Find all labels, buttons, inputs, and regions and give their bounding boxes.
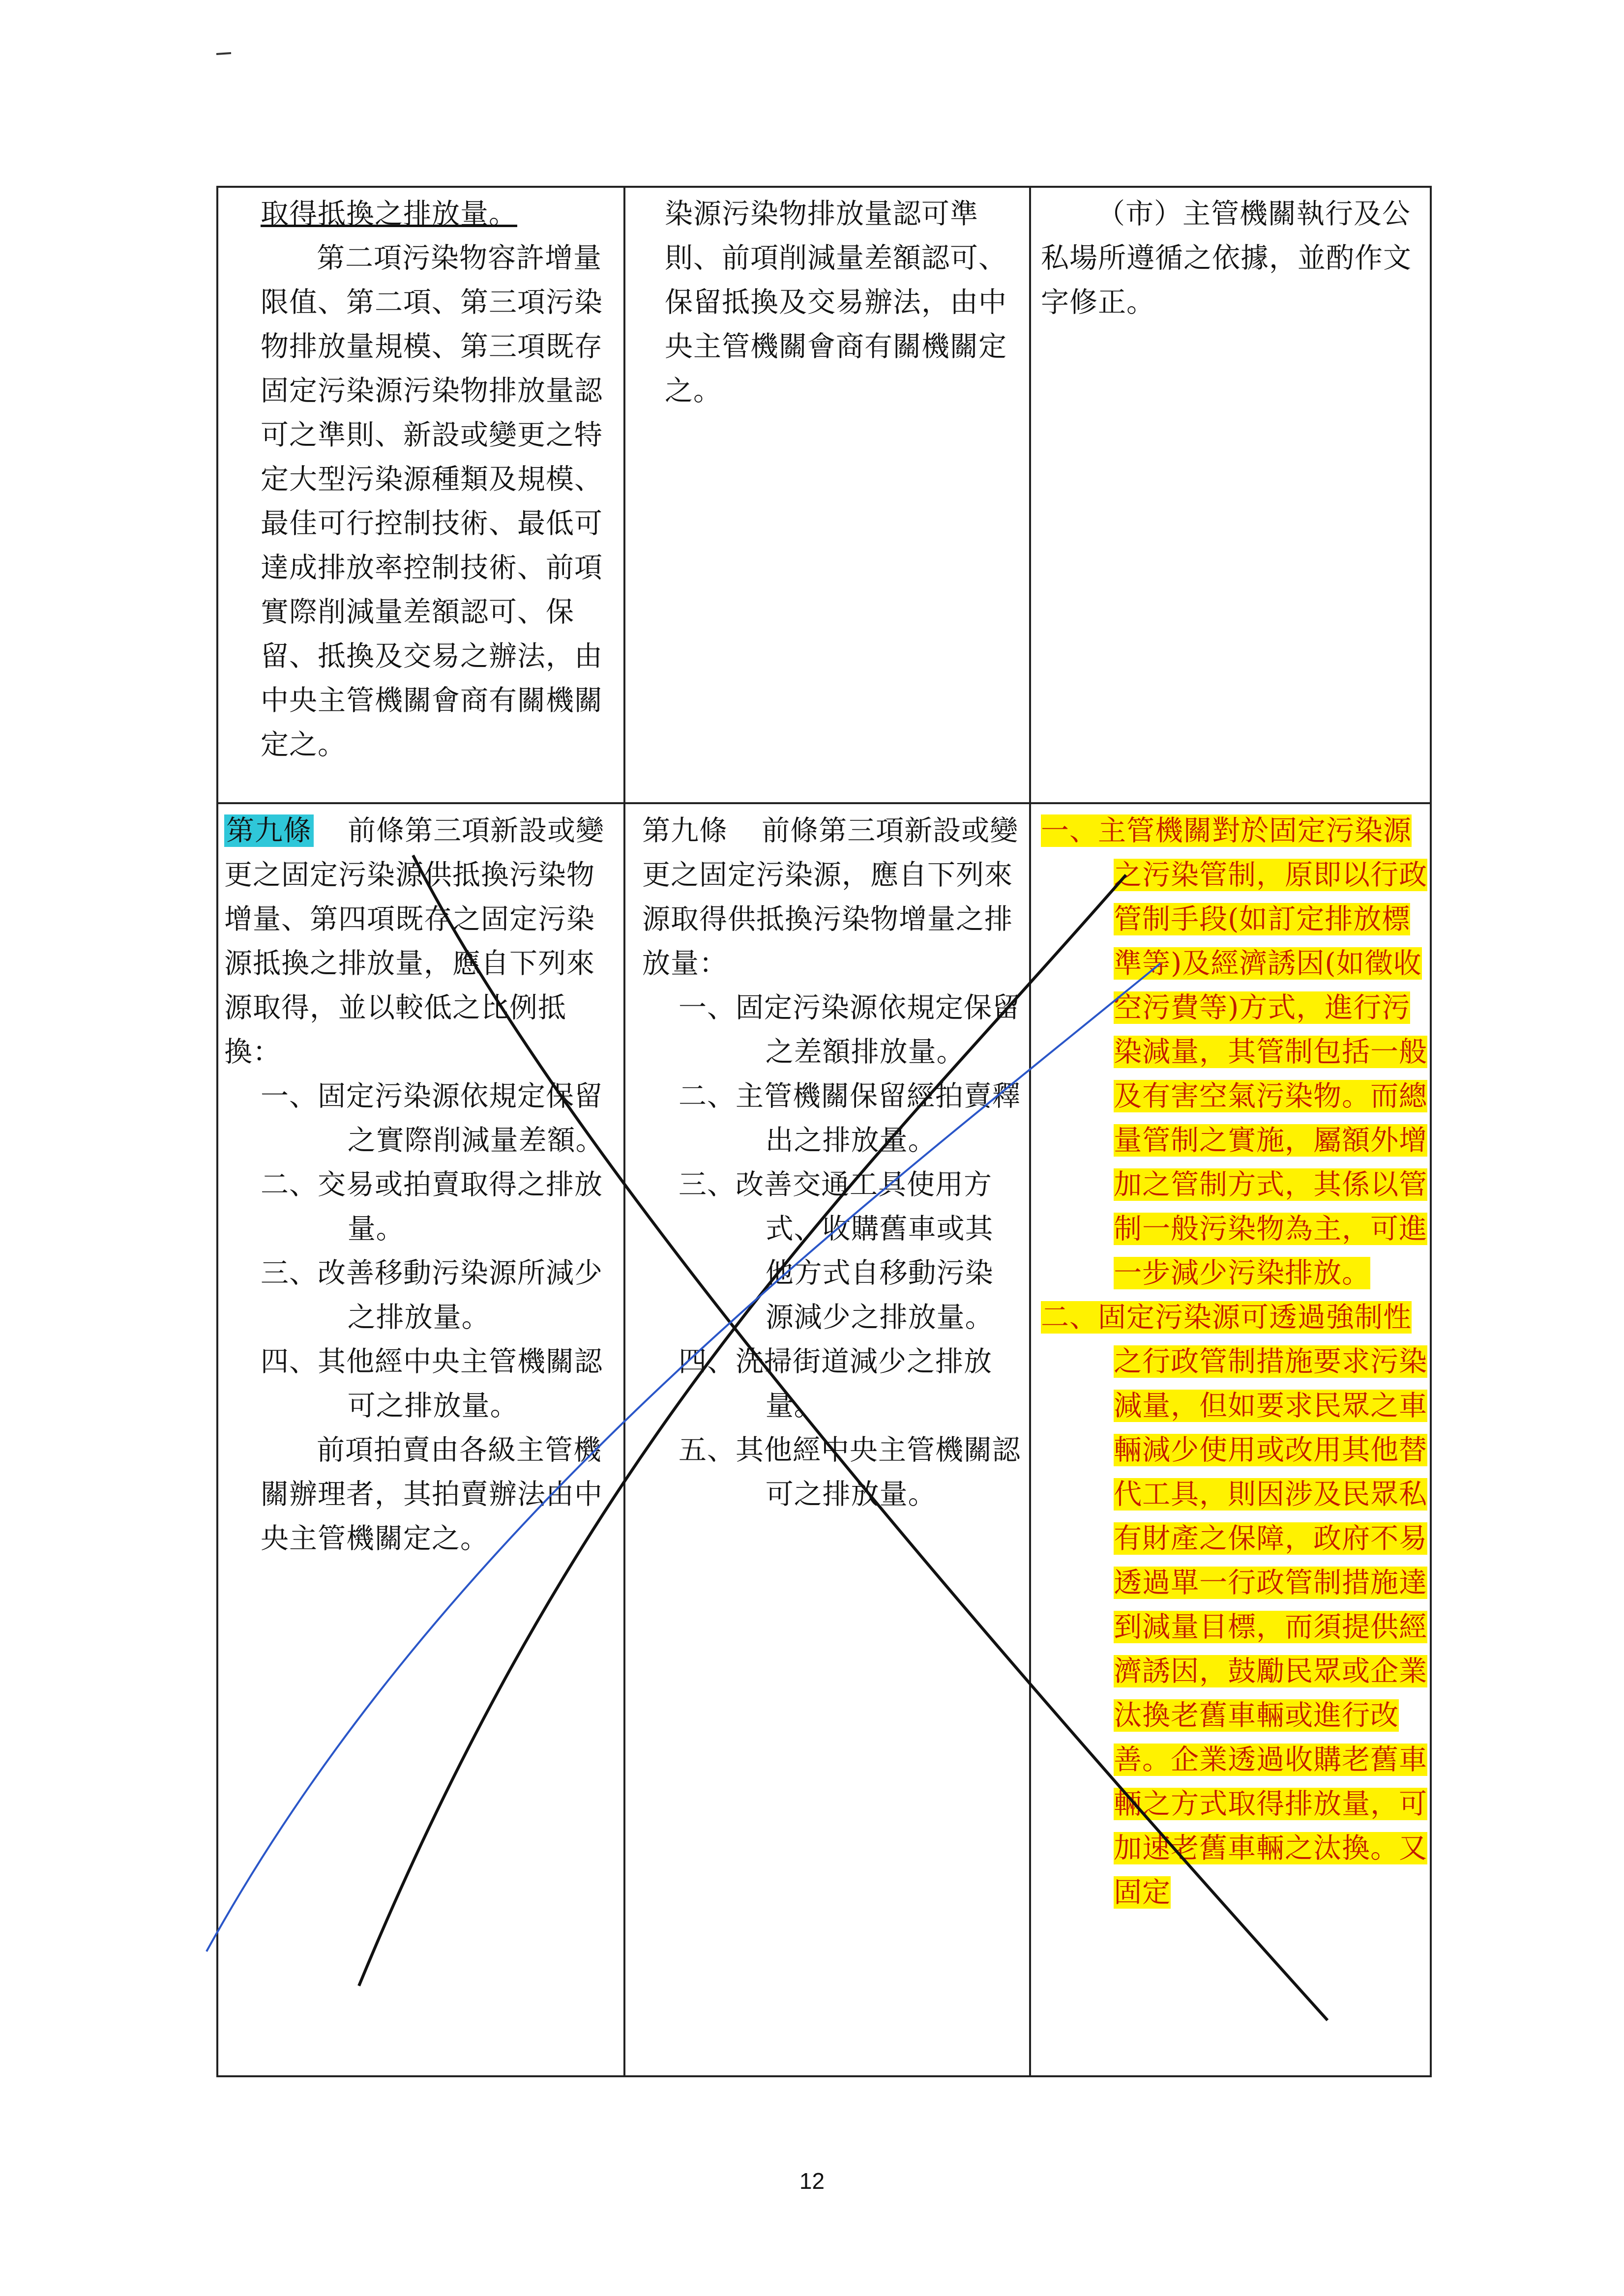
- left-column-top-cell: [261, 192, 605, 767]
- left-top-line-1: 取得抵換之排放量。: [261, 198, 517, 230]
- middle-item-2: 二、主管機關保留經拍賣釋出之排放量。: [679, 1080, 1021, 1157]
- article-label-middle: 第九條: [642, 814, 728, 847]
- right-item-1-highlighted: 一、主管機關對於固定污染源之污染管制，原即以行政管制手段(如訂定排放標準等)及經濟誘因(如徵收空污費等)方式，進行污染減量，其管制包括一般及有害空氣污染物。而總量管制之實施，屬額外增加之管制方式，其係以管制一般污染物為主，可進一步減少污染排放。: [1041, 814, 1428, 1289]
- left-item-4: 四、其他經中央主管機關認可之排放量。: [261, 1345, 603, 1422]
- middle-column-bottom-cell: [642, 809, 1021, 1516]
- left-closing-paragraph: 前項拍賣由各級主管機關辦理者，其拍賣辦法由中央主管機關定之。: [261, 1434, 603, 1555]
- middle-top-paragraph: 染源污染物排放量認可準則、前項削減量差額認可、保留抵換及交易辦法，由中央主管機關會商有關機關定之。: [665, 198, 1007, 407]
- column-divider-left: [623, 188, 625, 2075]
- middle-column-top-cell: [665, 192, 1019, 413]
- row-divider: [218, 802, 1430, 804]
- right-column-top-cell: [1041, 192, 1429, 324]
- corner-tick-mark: [216, 53, 231, 54]
- left-item-3: 三、改善移動污染源所減少之排放量。: [261, 1257, 603, 1334]
- left-article-intro: 前條第三項新設或變更之固定污染源供抵換污染物增量、第四項既存之固定污染源抵換之排放量，應自下列來源取得，並以較低之比例抵換：: [224, 814, 605, 1068]
- middle-item-5: 五、其他經中央主管機關認可之排放量。: [679, 1434, 1021, 1511]
- right-column-bottom-cell: [1041, 809, 1429, 1915]
- middle-article-intro: 前條第三項新設或變更之固定污染源，應自下列來源取得供抵換污染物增量之排放量：: [642, 814, 1019, 980]
- right-top-paragraph: （市）主管機關執行及公私場所遵循之依據，並酌作文字修正。: [1041, 198, 1412, 319]
- comparison-table: [216, 186, 1432, 2077]
- middle-item-1: 一、固定污染源依規定保留之差額排放量。: [679, 991, 1021, 1068]
- middle-item-4: 四、洗掃街道減少之排放量。: [679, 1345, 992, 1422]
- page-number: 12: [799, 2168, 825, 2194]
- left-column-bottom-cell: [224, 809, 605, 1561]
- left-top-paragraph: 第二項污染物容許增量限值、第二項、第三項污染物排放量規模、第三項既存固定污染源污染物排放量認可之準則、新設或變更之特定大型污染源種類及規模、最佳可行控制技術、最低可達成排放率控制技術、前項實際削減量差額認可、保留、抵換及交易之辦法，由中央主管機關會商有關機關定之。: [261, 242, 603, 761]
- left-item-2: 二、交易或拍賣取得之排放量。: [261, 1168, 603, 1245]
- article-label-left: 第九條: [224, 814, 314, 847]
- left-item-1: 一、固定污染源依規定保留之實際削減量差額。: [261, 1080, 604, 1157]
- middle-item-3: 三、改善交通工具使用方式、收購舊車或其他方式自移動污染源減少之排放量。: [679, 1168, 994, 1334]
- right-item-2-highlighted: 二、固定污染源可透過強制性之行政管制措施要求污染減量，但如要求民眾之車輛減少使用或改用其他替代工具，則因涉及民眾私有財產之保障，政府不易透過單一行政管制措施達到減量目標，而須提供經濟誘因，鼓勵民眾或企業汰換老舊車輛或進行改善。企業透過收購老舊車輛之方式取得排放量，可加速老舊車輛之汰換。又固定: [1041, 1301, 1428, 1909]
- column-divider-right: [1029, 188, 1031, 2075]
